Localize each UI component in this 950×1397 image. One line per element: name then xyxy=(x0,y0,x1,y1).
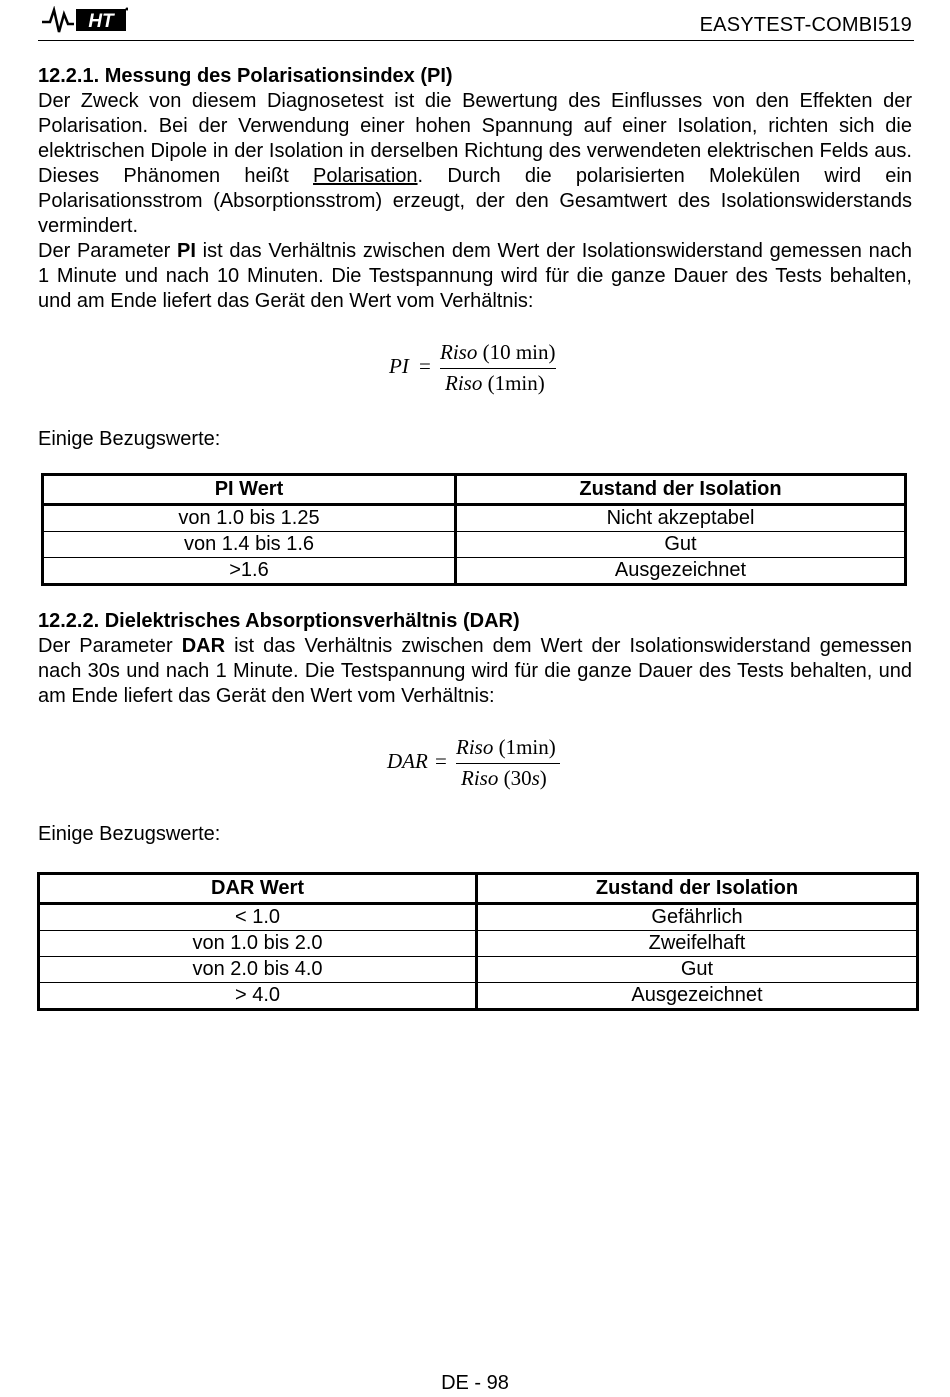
ht-logo xyxy=(40,6,128,34)
table-header-row xyxy=(39,874,918,904)
header-divider xyxy=(38,40,914,41)
table-cell: von 1.0 bis 2.0 xyxy=(39,931,477,957)
table-row xyxy=(39,931,918,957)
paragraph-text: ist das Verhältnis zwischen dem Wert der Isolationswiderstand gemessen nach 1 Minute und nach 10 Minuten. Die Testspannung wird für die ganze Dauer des Tests behalten, und am Ende liefert das Gerät den Wert vom Verhältnis: xyxy=(38,240,912,312)
table-cell: Gut xyxy=(456,532,906,558)
pi-reference-label: Einige Bezugswerte: xyxy=(38,428,221,450)
formula-numerator xyxy=(456,735,556,760)
formula-arg: (1min) xyxy=(493,735,556,759)
paragraph-text: Der Zweck von diesem Diagnosetest ist die Bewertung des Einflusses von den Effekten der Polarisation. Bei der Verwendung einer hohen Spannung auf einer Isolation, richten sich die elektrischen Dipole in der Isolation in derselben Richtung des verwendeten elektrischen Felds aus. Dieses Phänomen heißt xyxy=(38,90,912,187)
riso-var: Riso xyxy=(440,340,478,364)
riso-var: Riso xyxy=(445,371,483,395)
formula-lhs: PI xyxy=(389,354,409,378)
seconds-unit: s xyxy=(531,766,540,790)
table-cell: von 1.0 bis 1.25 xyxy=(43,505,456,532)
fraction-bar xyxy=(440,368,556,369)
dar-term: DAR xyxy=(181,635,226,657)
riso-var: Riso xyxy=(456,735,494,759)
page-number: DE - 98 xyxy=(441,1372,509,1394)
formula-arg-close: ) xyxy=(539,766,547,790)
column-header: DAR Wert xyxy=(39,874,477,904)
pi-formula xyxy=(385,338,575,400)
table-cell: >1.6 xyxy=(43,558,456,585)
formula-equals: = xyxy=(419,354,431,378)
paragraph-text: Der Parameter xyxy=(38,240,178,262)
table-cell: Zweifelhaft xyxy=(477,931,918,957)
table-cell: Gefährlich xyxy=(477,904,918,931)
table-cell: von 2.0 bis 4.0 xyxy=(39,957,477,983)
table-cell: Ausgezeichnet xyxy=(456,558,906,585)
table-header-row xyxy=(43,475,906,505)
section-pi-paragraph-1 xyxy=(38,89,912,239)
section-heading-pi: 12.2.1. Messung des Polarisationsindex (PI) xyxy=(38,65,453,87)
table-row xyxy=(43,505,906,532)
polarisation-term: Polarisation xyxy=(313,165,418,187)
formula-denominator xyxy=(445,371,545,396)
column-header: PI Wert xyxy=(43,475,456,505)
formula-lhs: DAR xyxy=(387,749,428,773)
svg-text:HT: HT xyxy=(88,11,114,32)
formula-denominator xyxy=(461,766,547,791)
section-pi-paragraph-2 xyxy=(38,239,912,314)
formula-arg: (10 min) xyxy=(477,340,556,364)
table-cell: > 4.0 xyxy=(39,983,477,1010)
paragraph-text: ist das Verhältnis zwischen dem Wert der Isolationswiderstand gemessen nach 30s und nach 1 Minute. Die Testspannung wird für die ganze Dauer des Tests behalten, und am Ende liefert das Gerät den Wert vom Verhältnis: xyxy=(38,635,912,707)
dar-reference-label: Einige Bezugswerte: xyxy=(38,823,221,845)
document-id: EASYTEST-COMBI519 xyxy=(699,14,912,36)
dar-reference-table xyxy=(37,872,919,1011)
table-cell: von 1.4 bis 1.6 xyxy=(43,532,456,558)
table-row xyxy=(43,532,906,558)
table-row xyxy=(39,957,918,983)
dar-formula xyxy=(383,733,583,795)
paragraph-text: Der Parameter xyxy=(38,635,182,657)
table-cell: < 1.0 xyxy=(39,904,477,931)
formula-equals: = xyxy=(435,749,447,773)
riso-var: Riso xyxy=(461,766,499,790)
table-cell: Ausgezeichnet xyxy=(477,983,918,1010)
table-cell: Gut xyxy=(477,957,918,983)
section-dar-paragraph xyxy=(38,634,912,709)
column-header: Zustand der Isolation xyxy=(456,475,906,505)
pi-term: PI xyxy=(177,240,196,262)
pi-reference-table xyxy=(41,473,907,586)
fraction-bar xyxy=(456,763,560,764)
column-header: Zustand der Isolation xyxy=(477,874,918,904)
table-row xyxy=(43,558,906,585)
paragraph-text: . Durch die polarisierten Molekülen wird ein Polarisationsstrom (Absorptionsstrom) erzeugt, der den Gesamtwert des Isolationswiderstands vermindert. xyxy=(38,165,912,237)
table-cell: Nicht akzeptabel xyxy=(456,505,906,532)
formula-numerator xyxy=(440,340,556,365)
formula-arg: (1min) xyxy=(482,371,545,395)
section-heading-dar: 12.2.2. Dielektrisches Absorptionsverhältnis (DAR) xyxy=(38,610,520,632)
table-row xyxy=(39,904,918,931)
table-row xyxy=(39,983,918,1010)
formula-arg: (30 xyxy=(498,766,532,790)
